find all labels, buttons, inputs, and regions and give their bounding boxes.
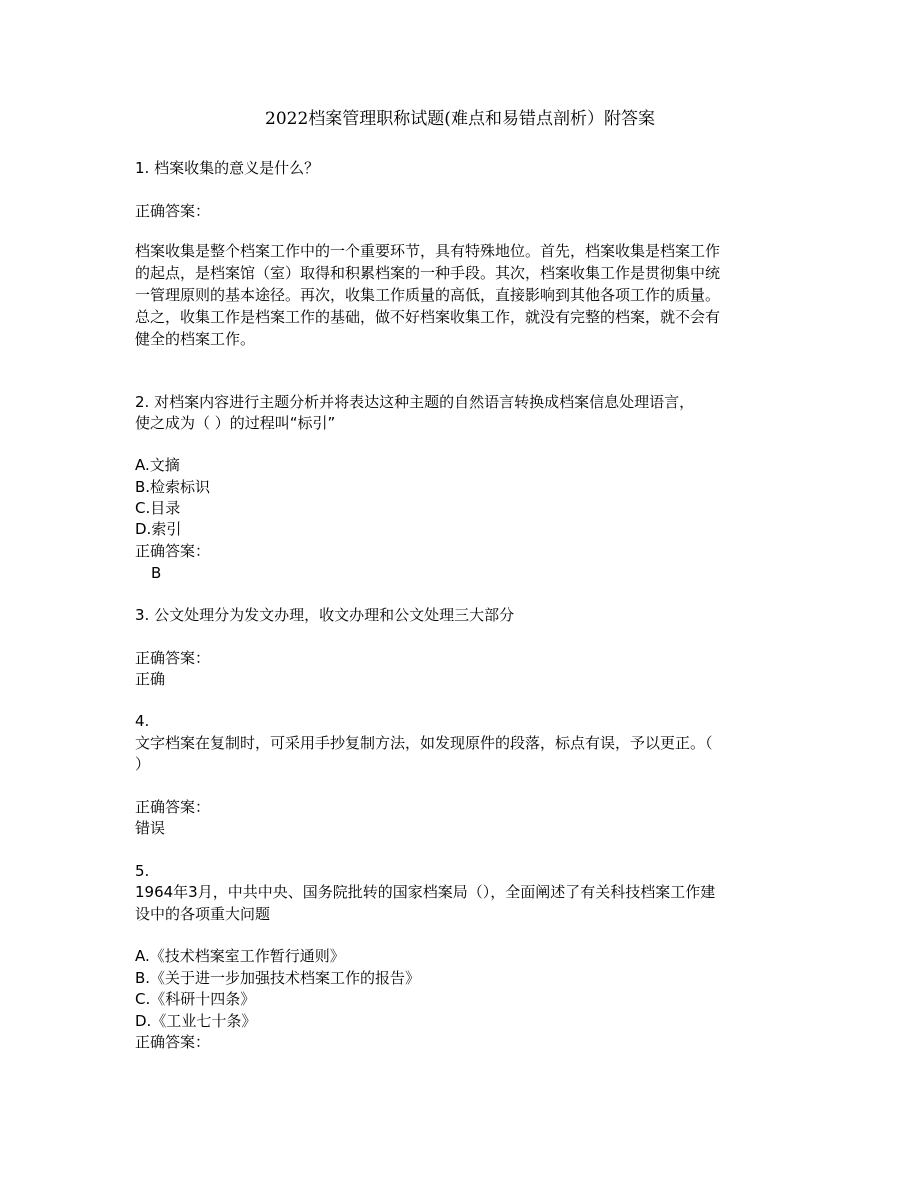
answer-4: 错误 (135, 819, 166, 837)
answer-1-line-5: 健全的档案工作。 (135, 330, 256, 348)
answer-label-4: 正确答案： (135, 798, 211, 816)
question-2-option-b: B.检索标识 (135, 478, 211, 496)
question-4-line-2: ） (135, 755, 151, 773)
answer-1-line-2: 的起点，是档案馆（室）取得和积累档案的一种手段。其次，档案收集工作是贯彻集中统 (135, 264, 721, 282)
question-5-number: 5. (135, 862, 150, 880)
answer-1-line-1: 档案收集是整个档案工作中的一个重要环节，具有特殊地位。首先，档案收集是档案工作 (135, 242, 721, 260)
question-2-option-c: C.目录 (135, 499, 181, 517)
answer-2: B (151, 564, 162, 582)
question-4-line-1: 文字档案在复制时，可采用手抄复制方法，如发现原件的段落，标点有误，予以更正。（ (135, 734, 713, 752)
answer-1-line-4: 总之，收集工作是档案工作的基础，做不好档案收集工作，就没有完整的档案，就不会有 (135, 308, 721, 326)
question-1: 1. 档案收集的意义是什么？ (135, 159, 320, 177)
answer-1 (135, 240, 785, 350)
document-title: 2022档案管理职称试题(难点和易错点剖析）附答案 (265, 109, 655, 129)
question-5-option-c: C.《科研十四条》 (135, 990, 256, 1008)
question-5-option-a: A.《技术档案室工作暂行通则》 (135, 947, 345, 965)
question-2-line-2: 使之成为（ ）的过程叫“标引” (135, 414, 336, 432)
answer-3: 正确 (135, 670, 166, 688)
question-2-option-a: A.文摘 (135, 456, 180, 474)
question-4-number: 4. (135, 712, 150, 730)
question-2-line-1: 2. 对档案内容进行主题分析并将表达这种主题的自然语言转换成档案信息处理语言， (135, 393, 695, 411)
question-5-option-b: B.《关于进一步加强技术档案工作的报告》 (135, 969, 421, 987)
question-5-line-2: 设中的各项重大问题 (135, 905, 271, 923)
question-5-line-1: 1964年3月，中共中央、国务院批转的国家档案局（），全面阐述了有关科技档案工作建 (135, 883, 716, 901)
question-5-option-d: D.《工业七十条》 (135, 1012, 257, 1030)
answer-label-3: 正确答案： (135, 649, 211, 667)
answer-label-2: 正确答案： (135, 542, 211, 560)
question-2-option-d: D.索引 (135, 520, 182, 538)
answer-label-1: 正确答案： (135, 202, 211, 220)
answer-label-5: 正确答案： (135, 1033, 211, 1051)
answer-1-line-3: 一管理原则的基本途径。再次，收集工作质量的高低，直接影响到其他各项工作的质量。 (135, 286, 721, 304)
question-3: 3. 公文处理分为发文办理，收文办理和公文处理三大部分 (135, 606, 515, 624)
